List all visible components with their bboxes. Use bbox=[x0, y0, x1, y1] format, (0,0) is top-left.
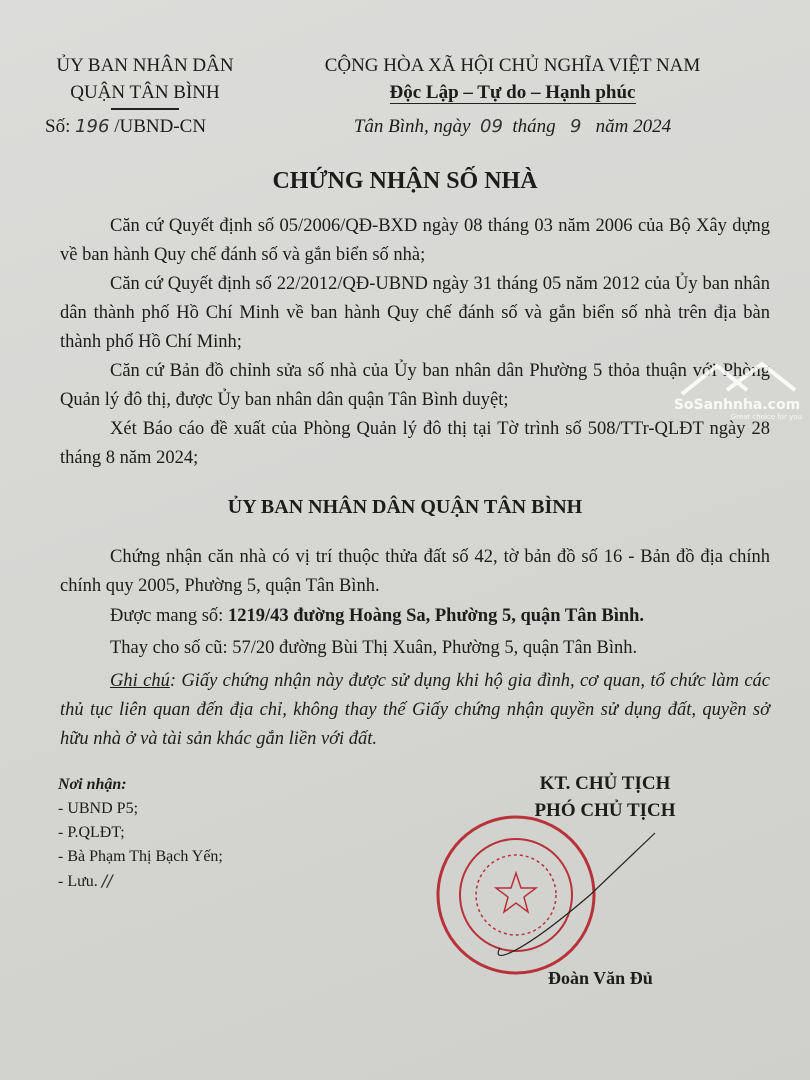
divider bbox=[111, 108, 179, 110]
date-prefix: Tân Bình, ngày bbox=[353, 116, 471, 137]
signatory-line1: KT. CHỦ TỊCH bbox=[539, 773, 671, 794]
motto: Độc Lập – Tự do – Hạnh phúc bbox=[389, 82, 636, 103]
document-title: CHỨNG NHẬN SỐ NHÀ bbox=[272, 168, 538, 194]
stamp-inner-ring bbox=[460, 839, 572, 951]
date-month-label: tháng bbox=[512, 116, 556, 137]
new-number-line bbox=[60, 602, 770, 631]
note-label: Ghi chú bbox=[110, 671, 170, 691]
preamble-2: Căn cứ Quyết định số 22/2012/QĐ-UBND ngày 31 tháng 05 năm 2012 của Ủy ban nhân dân thành phố Hồ Chí Minh về ban hành Quy chế đánh số và gắn biển số nhà trên địa bàn thành phố Hồ Chí Minh; bbox=[60, 274, 770, 352]
recipient-item: - Lưu. // bbox=[58, 871, 113, 890]
new-number-label: Được mang số: bbox=[110, 606, 228, 626]
date-year: năm 2024 bbox=[595, 116, 672, 137]
star-icon bbox=[496, 873, 536, 912]
recipients-label: Nơi nhận: bbox=[58, 776, 127, 793]
signatory-title bbox=[505, 770, 705, 824]
issuer-block bbox=[30, 52, 260, 140]
national-header bbox=[290, 52, 735, 140]
emblem bbox=[476, 855, 556, 935]
date-line bbox=[290, 113, 735, 140]
recipients bbox=[58, 773, 223, 894]
house-icon bbox=[677, 360, 797, 396]
new-number: 1219/43 đường Hoàng Sa, Phường 5, quận Tân Bình. bbox=[227, 606, 645, 626]
watermark-brand: SoSanhnha.com bbox=[673, 397, 801, 413]
preamble-1: Căn cứ Quyết định số 05/2006/QĐ-BXD ngày 08 tháng 03 năm 2006 của Bộ Xây dựng về ban hành Quy chế đánh số và gắn biển số nhà; bbox=[60, 216, 770, 265]
date-month: 9 bbox=[569, 116, 582, 137]
recipient-item: - P.QLĐT; bbox=[58, 824, 125, 841]
watermark bbox=[672, 360, 802, 421]
preamble-3: Căn cứ Bản đồ chỉnh sửa số nhà của Ủy ban nhân dân Phường 5 thỏa thuận với Phòng Quản lý đô thị, được Ủy ban nhân dân quận Tân Bình duyệt; bbox=[60, 361, 770, 410]
signature bbox=[498, 833, 655, 955]
initials-mark: // bbox=[101, 871, 113, 890]
watermark-tagline: Great choice for you bbox=[730, 413, 802, 421]
issuer-line1: ỦY BAN NHÂN DÂN bbox=[56, 55, 234, 76]
signatory-line2: PHÓ CHỦ TỊCH bbox=[534, 800, 676, 821]
certify-text: Chứng nhận căn nhà có vị trí thuộc thửa đất số 42, tờ bản đồ số 16 - Bản đồ địa chính chính quy 2005, Phường 5, quận Tân Bình. bbox=[60, 547, 770, 596]
document-number bbox=[30, 113, 260, 140]
number-handwritten: 196 bbox=[75, 115, 110, 137]
date-day: 09 bbox=[480, 116, 503, 137]
note bbox=[60, 667, 770, 754]
signatory-name: Đoàn Văn Đủ bbox=[548, 968, 653, 988]
recipient-item: - UBND P5; bbox=[58, 800, 139, 817]
issuer-line2: QUẬN TÂN BÌNH bbox=[70, 82, 220, 103]
official-stamp bbox=[430, 815, 690, 985]
number-prefix: Số: bbox=[45, 115, 71, 137]
old-number-line: Thay cho số cũ: 57/20 đường Bùi Thị Xuân, Phường 5, quận Tân Bình. bbox=[110, 638, 638, 658]
number-suffix: /UBND-CN bbox=[114, 115, 207, 137]
authority-heading: ỦY BAN NHÂN DÂN QUẬN TÂN BÌNH bbox=[227, 496, 583, 518]
preamble-4: Xét Báo cáo đề xuất của Phòng Quản lý đô thị tại Tờ trình số 508/TTr-QLĐT ngày 28 tháng 8 năm 2024; bbox=[60, 419, 770, 468]
country-name: CỘNG HÒA XÃ HỘI CHỦ NGHĨA VIỆT NAM bbox=[324, 55, 701, 76]
recipient-item: - Bà Phạm Thị Bạch Yến; bbox=[58, 848, 223, 865]
note-text: : Giấy chứng nhận này được sử dụng khi hộ gia đình, cơ quan, tổ chức làm các thủ tục liên quan đến địa chỉ, không thay thế Giấy chứng nhận quyền sử dụng đất, quyền sở hữu nhà ở và tài sản khác gắn liền với đất. bbox=[60, 671, 771, 749]
